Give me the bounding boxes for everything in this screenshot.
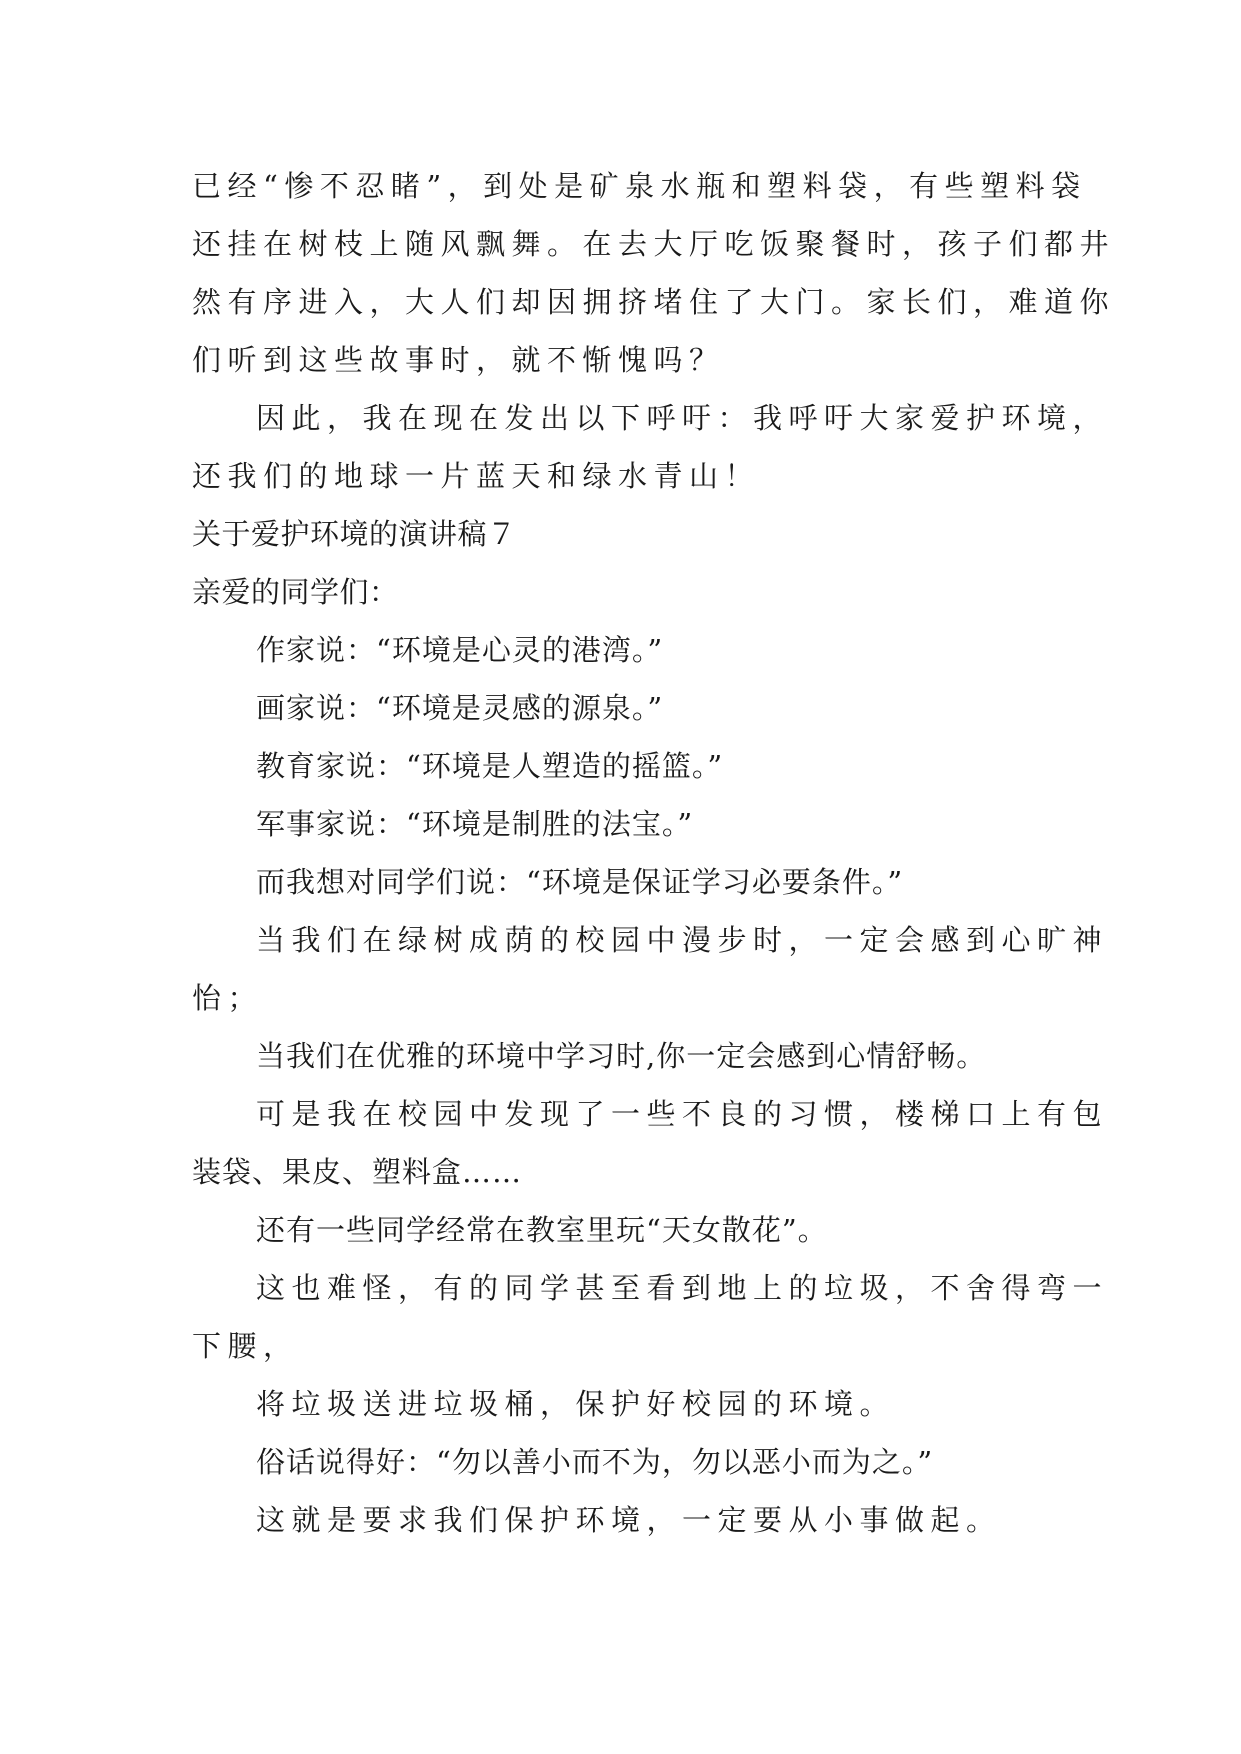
paragraph-line: 因此，我在现在发出以下呼吁：我呼吁大家爱护环境， <box>256 401 1109 435</box>
text-line: 然有序进入，大人们却因拥挤堵住了大门。家长们，难道你 <box>192 285 1116 319</box>
paragraph-line: 军事家说：“环境是制胜的法宝。” <box>256 807 694 841</box>
text-line: 已经“惨不忍睹”，到处是矿泉水瓶和塑料袋，有些塑料袋 <box>192 169 1087 203</box>
paragraph-line: 而我想对同学们说：“环境是保证学习必要条件。” <box>256 865 904 899</box>
paragraph-line: 将垃圾送进垃圾桶，保护好校园的环境。 <box>256 1387 896 1421</box>
text-line: 还挂在树枝上随风飘舞。在去大厅吃饭聚餐时，孩子们都井 <box>192 227 1116 261</box>
text-line: 们听到这些故事时，就不惭愧吗？ <box>192 343 725 377</box>
salutation: 亲爱的同学们： <box>192 575 399 609</box>
paragraph-line: 教育家说：“环境是人塑造的摇篮。” <box>256 749 724 783</box>
text-line: 还我们的地球一片蓝天和绿水青山！ <box>192 459 761 493</box>
paragraph-line: 画家说：“环境是灵感的源泉。” <box>256 691 664 725</box>
text-line: 怡； <box>192 981 264 1015</box>
paragraph-line: 俗话说得好：“勿以善小而不为，勿以恶小而为之。” <box>256 1445 934 1479</box>
paragraph-line: 这就是要求我们保护环境，一定要从小事做起。 <box>256 1503 1002 1537</box>
paragraph-line: 作家说：“环境是心灵的港湾。” <box>256 633 664 667</box>
paragraph-line: 当我们在绿树成荫的校园中漫步时，一定会感到心旷神 <box>256 923 1109 957</box>
paragraph-line: 还有一些同学经常在教室里玩“天女散花”。 <box>256 1213 828 1247</box>
paragraph-line: 可是我在校园中发现了一些不良的习惯，楼梯口上有包 <box>256 1097 1109 1131</box>
section-heading: 关于爱护环境的演讲稿７ <box>192 517 517 551</box>
text-line: 下腰， <box>192 1329 299 1363</box>
paragraph-line: 当我们在优雅的环境中学习时,你一定会感到心情舒畅。 <box>256 1039 987 1073</box>
text-line: 装袋、果皮、塑料盒…… <box>192 1155 523 1189</box>
paragraph-line: 这也难怪，有的同学甚至看到地上的垃圾，不舍得弯一 <box>256 1271 1109 1305</box>
